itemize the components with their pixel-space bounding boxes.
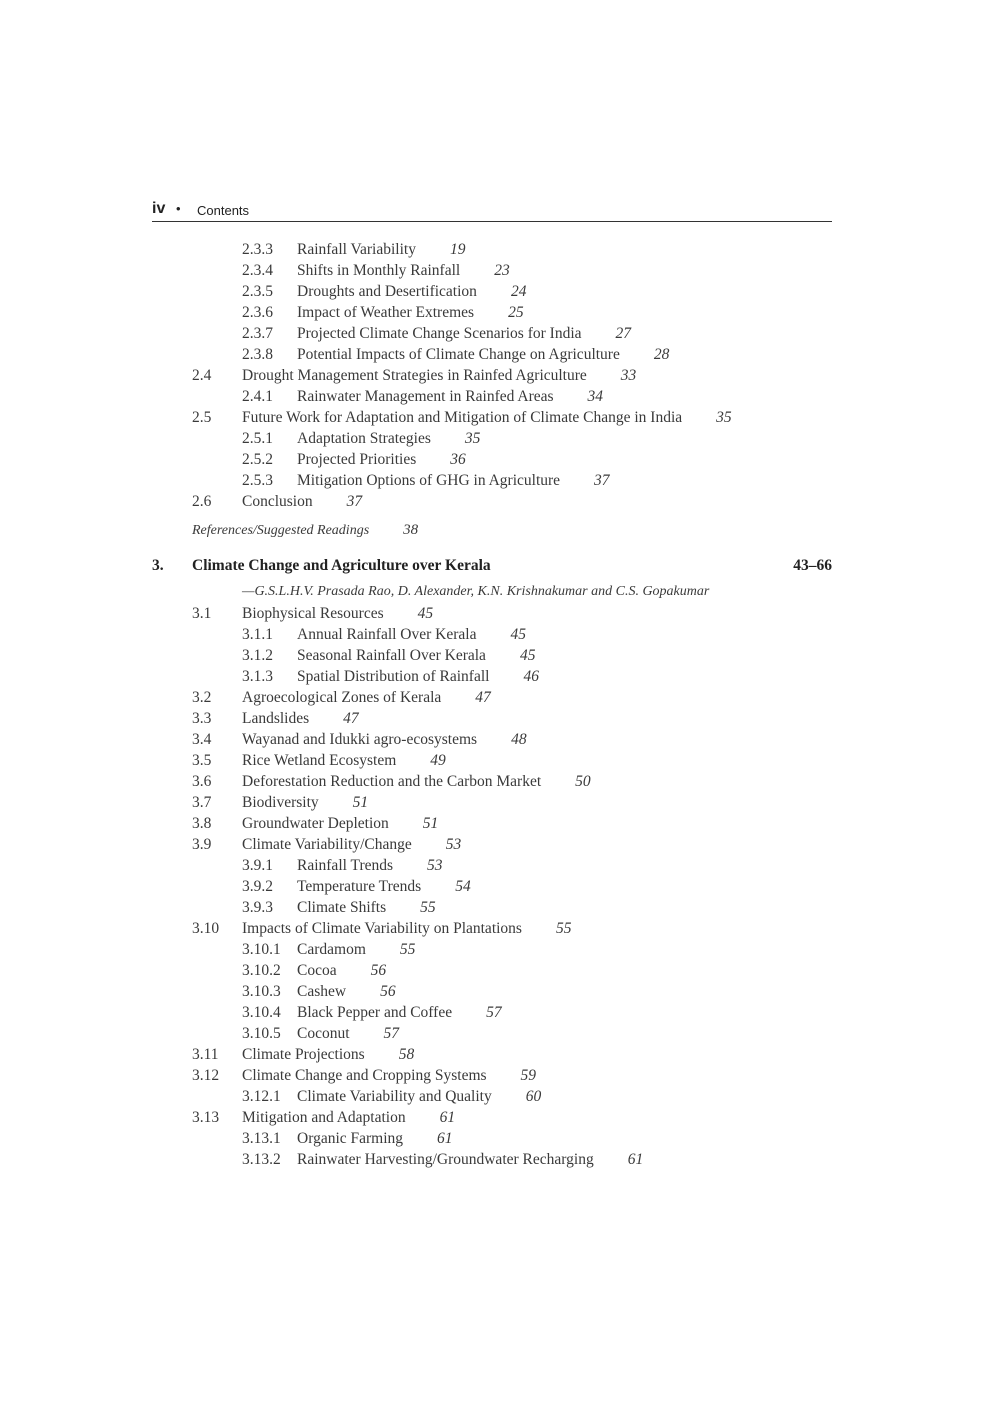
toc-entry-page: 57	[486, 1004, 502, 1021]
toc-entry-number: 3.10.3	[242, 983, 281, 1000]
toc-entry-text	[297, 666, 539, 687]
toc-entry-text	[297, 1128, 453, 1149]
toc-entry-text	[297, 239, 465, 260]
toc-entry-text	[297, 1023, 399, 1044]
toc-entry-text	[297, 1086, 541, 1107]
toc-entry-number: 3.6	[192, 773, 212, 790]
toc-entry-page: 35	[716, 409, 732, 426]
toc-entry-number: 3.9.1	[242, 857, 273, 874]
toc-entry-title: Cocoa	[297, 962, 337, 979]
toc-entry-page: 28	[653, 346, 670, 363]
toc-entry-number: 2.5.2	[242, 451, 273, 468]
toc-entry-title: Mitigation and Adaptation	[242, 1109, 406, 1126]
toc-entry-title: Climate Change and Cropping Systems	[242, 1067, 487, 1084]
toc-entry-number: 2.4	[192, 367, 212, 384]
toc-entry-page: 23	[494, 262, 510, 279]
references-label: References/Suggested Readings	[192, 523, 370, 538]
references-entry[interactable]	[192, 520, 418, 541]
toc-entry-number: 2.5	[192, 409, 212, 426]
toc-entry-text	[242, 771, 591, 792]
toc-entry-text	[242, 708, 359, 729]
toc-entry-number: 3.10.1	[242, 941, 281, 958]
toc-entry-page: 48	[511, 731, 527, 748]
toc-entry-page: 45	[417, 605, 434, 622]
toc-entry-text	[297, 449, 466, 470]
toc-entry-title: Climate Projections	[242, 1046, 365, 1063]
toc-entry-title: Cardamom	[297, 941, 366, 958]
toc-entry-title: Rainfall Variability	[297, 241, 416, 258]
toc-entry-number: 3.13.1	[242, 1130, 281, 1147]
toc-entry-text	[242, 813, 438, 834]
toc-entry-title: Climate Shifts	[297, 899, 387, 916]
toc-entry-page: 57	[383, 1025, 400, 1042]
toc-entry-page: 61	[439, 1109, 456, 1126]
toc-entry-title: Groundwater Depletion	[242, 815, 389, 832]
toc-entry-text	[297, 1149, 643, 1170]
toc-entry-number: 2.3.7	[242, 325, 273, 342]
toc-entry-text	[297, 876, 471, 897]
toc-entry-page: 25	[508, 304, 524, 321]
toc-entry-number: 2.4.1	[242, 388, 273, 405]
toc-entry-text	[297, 386, 603, 407]
toc-entry-text	[297, 645, 535, 666]
toc-entry-title: Potential Impacts of Climate Change on Agriculture	[297, 346, 620, 363]
toc-entry-page: 47	[475, 689, 491, 706]
toc-entry-title: Annual Rainfall Over Kerala	[297, 626, 477, 643]
toc-entry-page: 56	[380, 983, 396, 1000]
toc-entry-text	[242, 491, 362, 512]
toc-entry-text	[242, 918, 571, 939]
toc-entry-page: 45	[510, 626, 526, 643]
toc-entry-number: 2.5.3	[242, 472, 273, 489]
toc-entry-page: 19	[449, 241, 466, 258]
toc-entry-number: 3.10.4	[242, 1004, 281, 1021]
toc-entry-page: 46	[523, 668, 539, 685]
toc-entry-title: Rainwater Harvesting/Groundwater Recharging	[297, 1151, 594, 1168]
toc-entry-text	[242, 729, 527, 750]
toc-entry-number: 3.10.2	[242, 962, 281, 979]
toc-entry-page: 37	[594, 472, 610, 489]
toc-entry-title: Projected Priorities	[297, 451, 417, 468]
toc-entry-number: 3.9.3	[242, 899, 273, 916]
toc-entry-text	[242, 603, 433, 624]
toc-entry-title: Impacts of Climate Variability on Plantations	[242, 920, 522, 937]
toc-entry-text	[242, 687, 491, 708]
toc-entry-text	[297, 470, 610, 491]
toc-entry-number: 3.8	[192, 815, 212, 832]
toc-entry-page: 37	[346, 493, 363, 510]
toc-entry-title: Future Work for Adaptation and Mitigation of Climate Change in India	[242, 409, 683, 426]
toc-entry-number: 2.3.8	[242, 346, 273, 363]
toc-entry-number: 2.5.1	[242, 430, 273, 447]
toc-entry-page: 47	[343, 710, 359, 727]
toc-entry-text	[297, 344, 669, 365]
toc-entry-page: 55	[399, 941, 416, 958]
toc-entry-number: 3.1.1	[242, 626, 273, 643]
toc-entry-number: 2.3.3	[242, 241, 273, 258]
toc-entry-title: Biophysical Resources	[242, 605, 384, 622]
toc-entry-number: 3.4	[192, 731, 212, 748]
chapter-title: Climate Change and Agriculture over Kerala	[192, 557, 491, 574]
toc-entry-number: 3.2	[192, 689, 212, 706]
toc-entry-page: 58	[398, 1046, 415, 1063]
toc-entry-title: Spatial Distribution of Rainfall	[297, 668, 490, 685]
toc-entry-text	[242, 1065, 536, 1086]
toc-entry-number: 2.6	[192, 493, 212, 510]
toc-entry-text	[297, 960, 386, 981]
toc-entry-number: 3.12	[192, 1067, 220, 1084]
toc-entry-text	[242, 750, 446, 771]
toc-entry-title: Projected Climate Change Scenarios for India	[297, 325, 582, 342]
toc-entry-page: 55	[420, 899, 436, 916]
toc-entry-text	[297, 302, 524, 323]
toc-entry-text	[297, 939, 415, 960]
toc-entry-number: 3.5	[192, 752, 212, 769]
toc-entry-page: 51	[422, 815, 439, 832]
toc-entry-title: Rice Wetland Ecosystem	[242, 752, 397, 769]
toc-entry-number: 3.10	[192, 920, 220, 937]
toc-entry-title: Landslides	[242, 710, 310, 727]
chapter-number: 3.	[152, 557, 164, 574]
chapter-authors: —G.S.L.H.V. Prasada Rao, D. Alexander, K.N. Krishnakumar and C.S. Gopakumar	[242, 584, 710, 599]
toc-entry-title: Deforestation Reduction and the Carbon Market	[242, 773, 542, 790]
toc-entry-page: 24	[510, 283, 527, 300]
toc-entry-number: 2.3.4	[242, 262, 273, 279]
toc-entry-title: Coconut	[297, 1025, 350, 1042]
toc-entry-page: 27	[615, 325, 632, 342]
toc-entry-title: Climate Variability/Change	[242, 836, 412, 853]
toc-entry-page: 60	[525, 1088, 542, 1105]
toc-entry-title: Shifts in Monthly Rainfall	[297, 262, 461, 279]
toc-entry-text	[242, 365, 636, 386]
references-page: 38	[403, 522, 419, 538]
toc-entry-text	[297, 981, 396, 1002]
page-number: iv	[152, 200, 166, 217]
toc-entry-title: Black Pepper and Coffee	[297, 1004, 453, 1021]
toc-entry-page: 35	[464, 430, 481, 447]
toc-entry-number: 3.9.2	[242, 878, 273, 895]
toc-entry-number: 3.13.2	[242, 1151, 281, 1168]
toc-entry-title: Agroecological Zones of Kerala	[242, 689, 442, 706]
toc-entry-page: 53	[445, 836, 462, 853]
toc-entry-text	[242, 407, 732, 428]
header-title: Contents	[197, 203, 250, 218]
toc-entry-number: 3.13	[192, 1109, 220, 1126]
toc-entry-text	[242, 834, 461, 855]
running-header	[152, 199, 832, 222]
toc-entry-page: 45	[519, 647, 536, 664]
toc-entry-page: 53	[427, 857, 443, 874]
toc-entry-number: 3.12.1	[242, 1088, 281, 1105]
toc-entry-number: 3.3	[192, 710, 212, 727]
toc-entry-title: Drought Management Strategies in Rainfed Agriculture	[242, 367, 587, 384]
toc-entry-title: Rainfall Trends	[297, 857, 394, 874]
toc-entry-page: 56	[370, 962, 387, 979]
toc-entry-text	[297, 428, 480, 449]
toc-entry-text	[242, 1044, 414, 1065]
toc-entry-page: 36	[450, 451, 466, 468]
toc-entry-title: Organic Farming	[297, 1130, 404, 1147]
toc-entry-title: Mitigation Options of GHG in Agriculture	[297, 472, 561, 489]
toc-entry-text	[297, 1002, 502, 1023]
toc-entry-title: Adaptation Strategies	[297, 430, 431, 447]
toc-entry-number: 2.3.5	[242, 283, 273, 300]
toc-entry-page: 55	[555, 920, 572, 937]
toc-entry-number: 3.1.3	[242, 668, 273, 685]
chapter-heading[interactable]	[152, 555, 832, 577]
toc-entry-text	[242, 1107, 455, 1128]
toc-entry-number: 3.1.2	[242, 647, 273, 664]
toc-entry-title: Conclusion	[242, 493, 313, 510]
toc-entry-page: 33	[620, 367, 637, 384]
toc-entry-text	[297, 260, 510, 281]
toc-entry-number: 3.11	[192, 1046, 219, 1063]
toc-entry-title: Wayanad and Idukki agro-ecosystems	[242, 731, 478, 748]
toc-entry-title: Temperature Trends	[297, 878, 422, 895]
toc-entry-text	[297, 855, 443, 876]
toc-entry-title: Seasonal Rainfall Over Kerala	[297, 647, 486, 664]
toc-entry-page: 61	[437, 1130, 453, 1147]
toc-entry-text	[297, 897, 436, 918]
toc-entry-page: 54	[455, 878, 471, 895]
toc-entry-number: 3.1	[192, 605, 212, 622]
toc-entry-title: Rainwater Management in Rainfed Areas	[297, 388, 554, 405]
toc-entry-title: Biodiversity	[242, 794, 319, 811]
toc-entry-page: 61	[627, 1151, 644, 1168]
header-separator: •	[176, 201, 181, 216]
toc-entry-page: 59	[520, 1067, 537, 1084]
toc-entry-title: Droughts and Desertification	[297, 283, 477, 300]
toc-entry-page: 51	[352, 794, 369, 811]
toc-entry-title: Impact of Weather Extremes	[297, 304, 475, 321]
toc-entry-number: 3.9	[192, 836, 212, 853]
toc-entry-title: Cashew	[297, 983, 347, 1000]
toc-entry-page: 34	[587, 388, 604, 405]
toc-entry-text	[297, 624, 526, 645]
toc-entry-page: 50	[575, 773, 591, 790]
toc-entry-number: 3.7	[192, 794, 212, 811]
toc-entry-number: 3.10.5	[242, 1025, 281, 1042]
toc-entry-text	[242, 792, 368, 813]
toc-entry-text	[297, 323, 631, 344]
chapter-pages: 43–66	[793, 557, 832, 574]
toc-entry-page: 49	[430, 752, 446, 769]
toc-entry-text	[297, 281, 526, 302]
toc-entry-title: Climate Variability and Quality	[297, 1088, 492, 1105]
toc-entry-number: 2.3.6	[242, 304, 273, 321]
